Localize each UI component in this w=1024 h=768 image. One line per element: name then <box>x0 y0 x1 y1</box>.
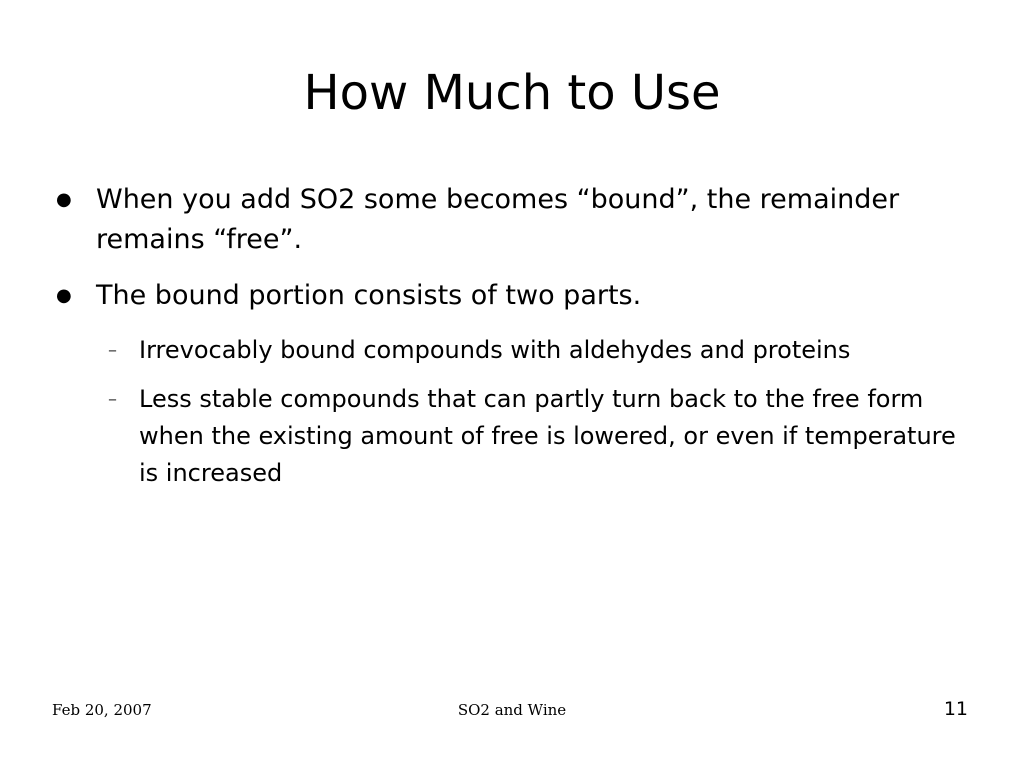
footer-title: SO2 and Wine <box>457 701 567 719</box>
footer-date: Feb 20, 2007 <box>52 701 152 719</box>
slide-number: 11 <box>943 698 968 720</box>
slide-title: How Much to Use <box>303 65 721 121</box>
sub-bullet-item <box>56 332 966 369</box>
bullet-icon: ● <box>56 285 72 306</box>
slide-body <box>56 180 966 504</box>
sub-bullet-item <box>56 381 966 492</box>
sub-bullet-text: Less stable compounds that can partly turn back to the free form when the existing amount of free is lowered, or even if temperature is increased <box>139 385 956 487</box>
bullet-item <box>56 180 966 260</box>
dash-icon: – <box>108 340 117 361</box>
bullet-item <box>56 276 966 316</box>
dash-icon: – <box>108 389 117 410</box>
bullet-text: The bound portion consists of two parts. <box>96 280 642 311</box>
sub-bullet-text: Irrevocably bound compounds with aldehydes and proteins <box>139 336 851 364</box>
bullet-icon: ● <box>56 189 72 210</box>
bullet-text: When you add SO2 some becomes “bound”, the remainder remains “free”. <box>96 184 900 255</box>
